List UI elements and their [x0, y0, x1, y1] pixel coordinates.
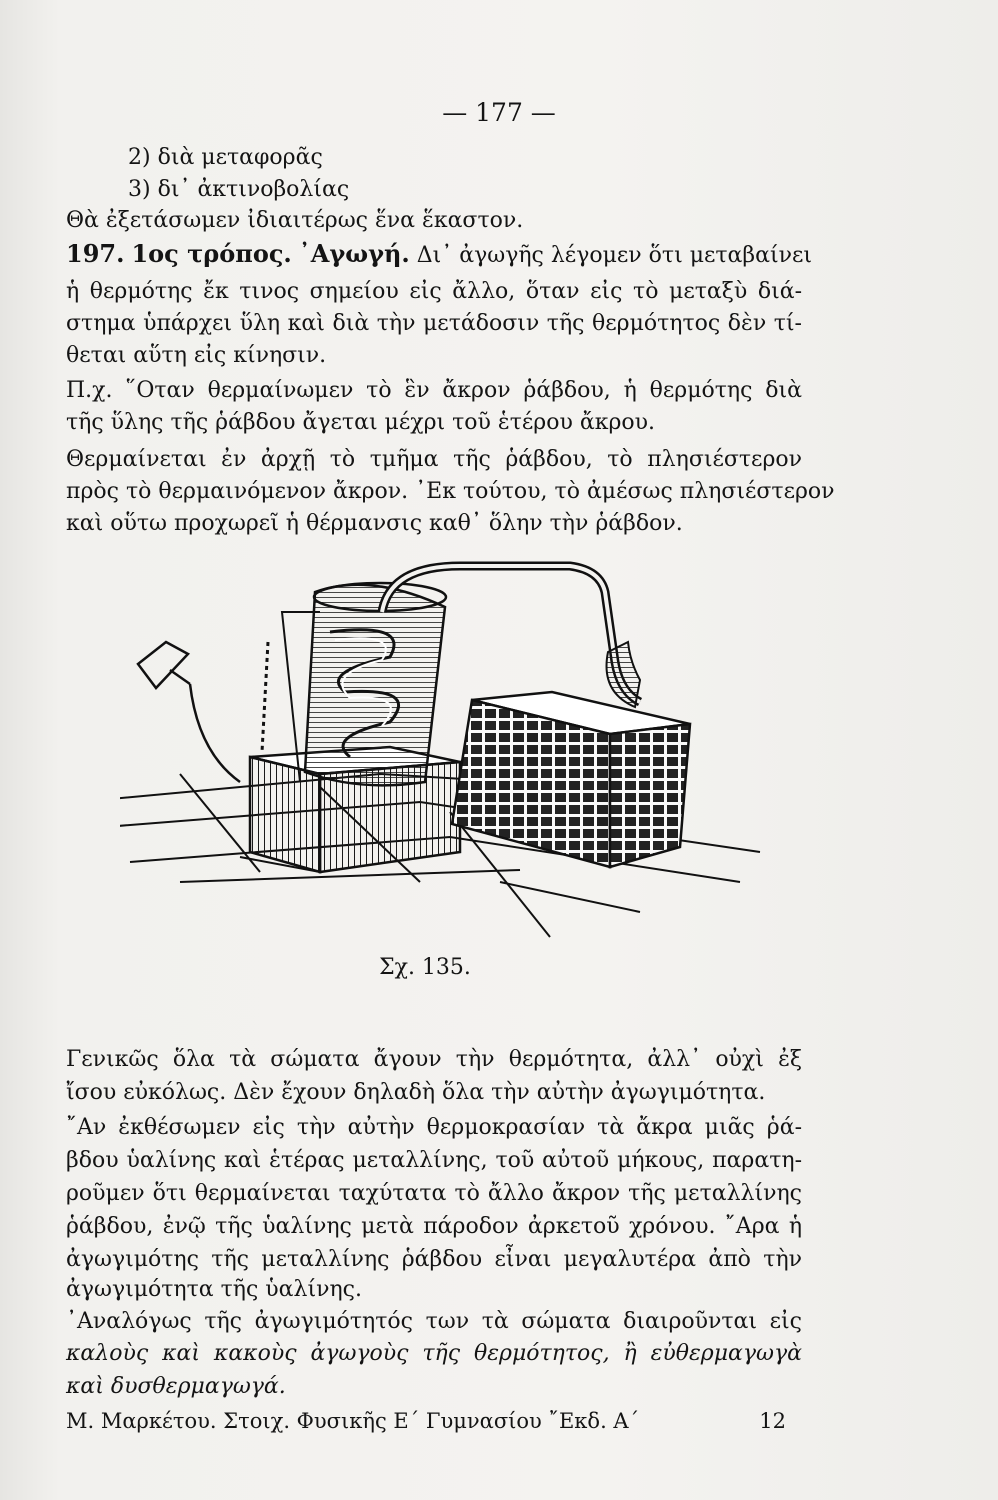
- body-line: ἀγωγιμότης τῆς μεταλλίνης ῥάβδου εἶναι μεγαλυτέρα ἀπὸ τὴν: [66, 1247, 802, 1272]
- conjunction: καὶ: [66, 1374, 104, 1399]
- example-line: Θερμαίνεται ἐν ἀρχῇ τὸ τμῆμα τῆς ῥάβδου, τὸ πλησιέστερον: [66, 447, 802, 472]
- section-line: ἡ θερμότης ἔκ τινος σημείου εἰς ἄλλο, ὅταν εἰς τὸ μεταξὺ διά-: [66, 279, 802, 304]
- page-number: — 177 —: [442, 98, 556, 127]
- term-good-conductors: εὐθερμαγωγὰ: [650, 1341, 802, 1366]
- body-line: βδου ὑαλίνης καὶ ἑτέρας μεταλλίνης, τοῦ αὐτοῦ μήκους, παρατη-: [66, 1148, 802, 1173]
- body-line: ῎Αν ἐκθέσωμεν εἰς τὴν αὐτὴν θερμοκρασίαν τὰ ἄκρα μιᾶς ῥά-: [66, 1115, 802, 1140]
- example-line: καὶ οὕτω προχωρεῖ ἡ θέρμανσις καθ᾽ ὅλην τὴν ῥάβδον.: [66, 511, 683, 536]
- term-bad-conductors: δυσθερμαγωγά.: [110, 1374, 286, 1399]
- figure-caption: Σχ. 135.: [379, 955, 471, 980]
- body-line: ροῦμεν ὅτι θερμαίνεται ταχύτατα τὸ ἄλλο ἄκρον τῆς μεταλλίνης: [66, 1181, 802, 1206]
- signature-mark: 12: [759, 1409, 786, 1433]
- section-number: 197.: [66, 239, 125, 268]
- conduction-apparatus-illustration: [120, 552, 780, 952]
- section-line: στημα ὑπάρχει ὕλη καὶ διὰ τὴν μετάδοσιν τῆς θερμότητος δὲν τί-: [66, 311, 802, 336]
- section-title: 1ος τρόπος.: [131, 239, 292, 268]
- right-block: [452, 692, 690, 867]
- example-line: Π.χ. ῞Οταν θερμαίνωμεν τὸ ἓν ἄκρον ῥάβδου, ἡ θερμότης διὰ: [66, 378, 802, 403]
- section-line: θεται αὕτη εἰς κίνησιν.: [66, 343, 327, 368]
- list-item-3: 3) δι᾽ ἀκτινοβολίας: [128, 177, 350, 202]
- last-paragraph-line: [66, 1372, 802, 1402]
- footer-text: Μ. Μαρκέτου. Στοιχ. Φυσικῆς Ε΄ Γυμνασίου ῎Εκδ. Α΄: [66, 1409, 640, 1433]
- section-heading-line: [66, 239, 813, 271]
- list-item-2: 2) διὰ μεταφορᾶς: [128, 145, 323, 170]
- last-paragraph-line: [66, 1339, 802, 1369]
- glass-vessel: [305, 583, 446, 785]
- section-term: ᾽Αγωγή.: [298, 239, 410, 268]
- body-line: Γενικῶς ὅλα τὰ σώματα ἄγουν τὴν θερμότητα, ἀλλ᾽ οὐχὶ ἐξ: [66, 1047, 802, 1072]
- page-footer: [66, 1409, 786, 1433]
- body-line: ᾽Αναλόγως τῆς ἀγωγιμότητός των τὰ σώματα διαιροῦνται εἰς: [66, 1309, 802, 1334]
- body-line: ῥάβδου, ἐνῷ τῆς ὑαλίνης μετὰ πάροδον ἀρκετοῦ χρόνου. ῎Αρα ἡ: [66, 1214, 802, 1239]
- conductors-text: καλοὺς καὶ κακοὺς ἀγωγοὺς τῆς θερμότητος, ἢ: [66, 1341, 637, 1366]
- body-line: ἀγωγιμότητα τῆς ὑαλίνης.: [66, 1277, 362, 1302]
- example-line: τῆς ὕλης τῆς ῥάβδου ἄγεται μέχρι τοῦ ἑτέρου ἄκρου.: [66, 410, 655, 435]
- section-text-start: Δι᾽ ἀγωγῆς λέγομεν ὅτι μεταβαίνει: [416, 243, 813, 268]
- example-line: πρὸς τὸ θερμαινόμενον ἄκρον. ᾽Εκ τούτου, τὸ ἀμέσως πλησιέστερον: [66, 479, 835, 504]
- body-line: ἴσου εὐκόλως. Δὲν ἔχουν δηλαδὴ ὅλα τὴν αὐτὴν ἀγωγιμότητα.: [66, 1080, 766, 1105]
- intro-line: Θὰ ἐξετάσωμεν ἰδιαιτέρως ἕνα ἕκαστον.: [66, 208, 524, 233]
